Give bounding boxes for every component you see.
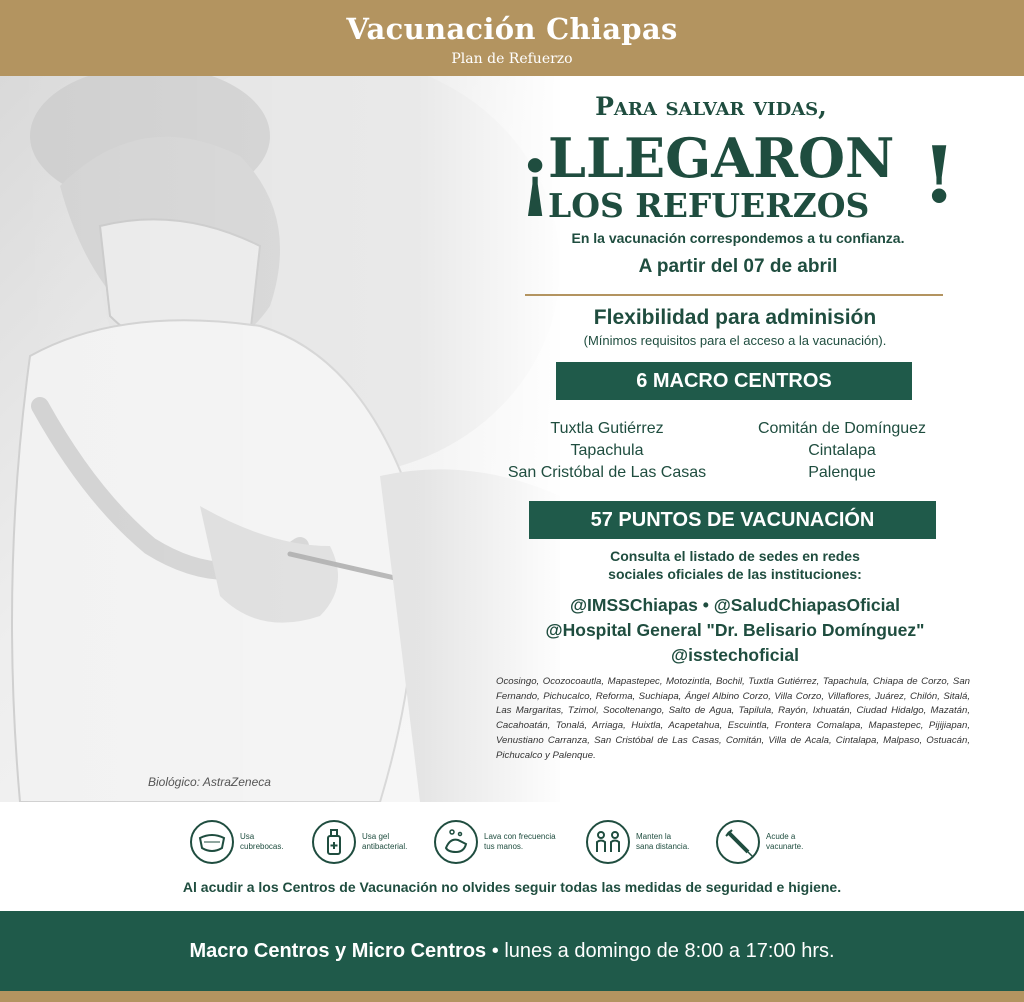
city-item: Tuxtla Gutiérrez xyxy=(550,420,664,437)
safety-message: Al acudir a los Centros de Vacunación no olvides seguir todas las medidas de seguridad e higiene. xyxy=(182,879,842,895)
social-handles xyxy=(476,593,994,668)
flexibilidad-title: Flexibilidad para adminisión xyxy=(593,306,877,329)
handle-line: @Hospital General "Dr. Belisario Domínguez" xyxy=(545,620,925,640)
puntos-vacunacion-banner: 57 PUNTOS DE VACUNACIÓN xyxy=(529,501,936,539)
photo-caption: Biológico: AstraZeneca xyxy=(148,775,271,789)
header-title: Vacunación Chiapas xyxy=(346,12,678,46)
measure-label: Usa cubrebocas. xyxy=(240,832,284,851)
schedule-hours: lunes a domingo de 8:00 a 17:00 hrs. xyxy=(504,940,835,962)
mask-icon xyxy=(190,820,234,864)
cities-left xyxy=(476,418,738,484)
headline-line1: Para salvar vidas, xyxy=(595,92,827,121)
measure-label: Acude a vacunarte. xyxy=(766,832,804,851)
schedule-centers: Macro Centros y Micro Centros xyxy=(189,940,487,962)
flexibilidad-subtitle: (Mínimos requisitos para el acceso a la vacunación). xyxy=(583,333,887,348)
header-subtitle: Plan de Refuerzo xyxy=(451,51,573,67)
consulta-line: Consulta el listado de sedes en redes xyxy=(610,548,860,564)
gel-icon xyxy=(312,820,356,864)
headline-los-refuerzos: LOS REFUERZOS xyxy=(548,186,870,225)
schedule-bar xyxy=(0,911,1024,991)
measure-label: Usa gel antibacterial. xyxy=(362,832,408,851)
schedule-bullet: • xyxy=(491,940,499,962)
headline-exclamation-open: ¡ xyxy=(518,130,553,221)
confianza-text: En la vacunación correspondemos a tu confianza. xyxy=(571,230,905,246)
measure-label: Lava con frecuencia tus manos. xyxy=(484,832,556,851)
municipios-list: Ocosingo, Ocozocoautla, Mapastepec, Motozintla, Bochil, Tuxtla Gutiérrez, Tapachula, Chiapa de Corzo, San Fernando, Pichucalco, Reforma, Suchiapa, Ángel Albino Corzo, Villa Corzo, Villaflores, Juárez, Chilón, Sitalá, Las Margaritas, Tzimol, Socoltenango, Salto de Agua, Tapilula, Rayón, Ixhuatán, Ciudad Hidalgo, Mazatán, Cacahoatán, Tonalá, Arriaga, Huixtla, Acapetahua, Escuintla, Frontera Comalapa, Mapastepec, Pijijiapan, Venustiano Carranza, San Cristóbal de Las Casas, Comitán, Villa de Acala, Cintalapa, Malpaso, Ostuacán, Pichucalco y Palenque. xyxy=(496,676,970,761)
city-item: Palenque xyxy=(808,464,876,481)
city-item: Comitán de Domínguez xyxy=(757,420,927,437)
bottom-gold-line xyxy=(0,991,1024,1002)
cities-right xyxy=(724,418,960,484)
syringe-icon xyxy=(716,820,760,864)
distance-icon xyxy=(586,820,630,864)
headline-llegaron: LLEGARON xyxy=(548,126,895,190)
consulta-line: sociales oficiales de las instituciones: xyxy=(608,566,862,582)
handle-line: @isstechoficial xyxy=(671,645,799,665)
consulta-text xyxy=(500,547,970,583)
header-bar xyxy=(0,0,1024,76)
start-date: A partir del 07 de abril xyxy=(638,256,838,277)
city-item: Tapachula xyxy=(570,442,644,459)
city-item: Cintalapa xyxy=(808,442,876,459)
handle-line: @IMSSChiapas • @SaludChiapasOficial xyxy=(569,595,901,615)
divider xyxy=(525,294,943,296)
wash-hands-icon xyxy=(434,820,478,864)
measure-label: Manten la sana distancia. xyxy=(636,832,690,851)
headline-exclamation-close: ! xyxy=(922,130,957,221)
macro-centros-banner: 6 MACRO CENTROS xyxy=(556,362,912,400)
safety-measures xyxy=(190,818,830,870)
city-item: San Cristóbal de Las Casas xyxy=(507,464,707,481)
